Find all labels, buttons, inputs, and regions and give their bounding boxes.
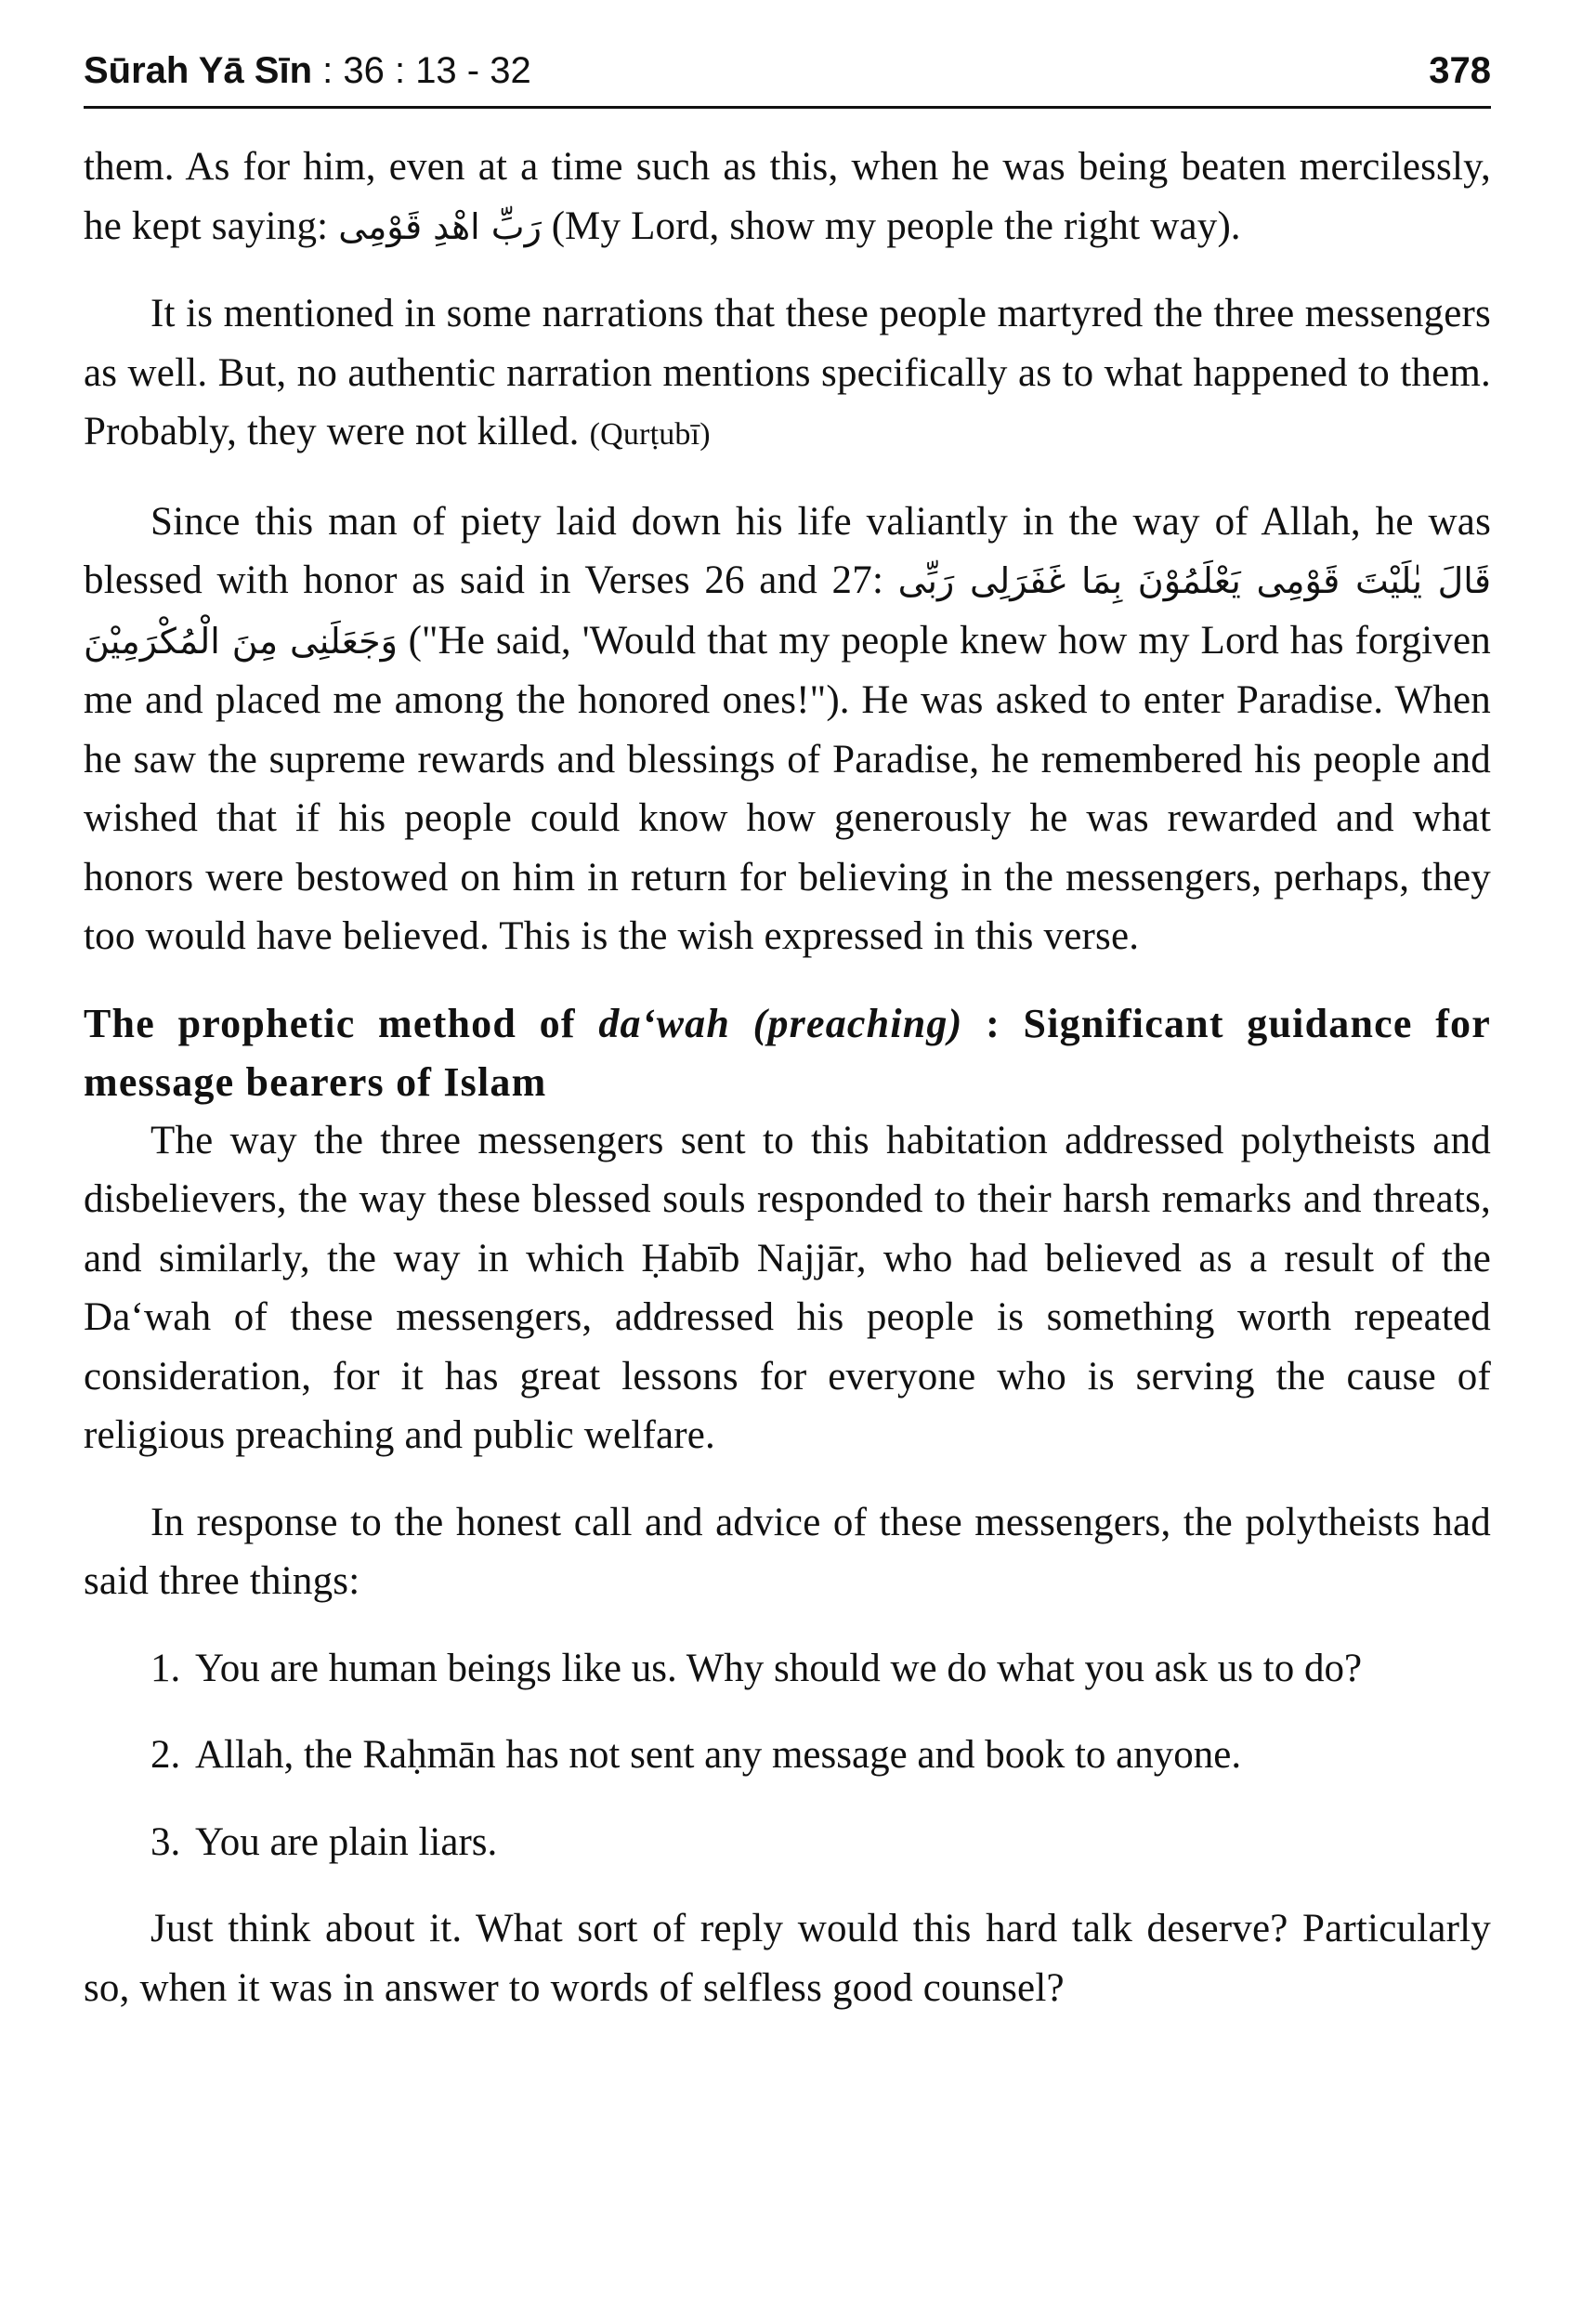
heading-text-a: The prophetic method of bbox=[84, 1000, 599, 1046]
heading-italic: da‘wah (preaching) bbox=[598, 1000, 963, 1046]
paragraph-2 bbox=[84, 284, 1491, 465]
list-item bbox=[84, 1726, 1491, 1785]
page-body bbox=[84, 138, 1491, 2017]
p3-text-a: Since this man of piety laid down his life valiantly in the way of Allah, he was blessed with honor as said in Verses 26 and 27: bbox=[84, 499, 1491, 602]
paragraph-6: Just think about it. What sort of reply would this hard talk deserve? Particularly so, when it was in answer to words of selfless good counsel? bbox=[84, 1907, 1491, 2010]
verse-range: : 36 : 13 - 32 bbox=[312, 50, 531, 91]
p1-text-b: (My Lord, show my people the right way). bbox=[541, 204, 1241, 248]
p1-text-a: them. As for him, even at a time such as this, when he was being beaten mercilessly, he kept saying: bbox=[84, 145, 1491, 248]
list-number: 3. bbox=[150, 1819, 181, 1864]
list-number: 2. bbox=[150, 1733, 181, 1777]
p2-text: It is mentioned in some narrations that these people martyred the three messengers as well. But, no authentic narration mentions specifically as to what happened to them. Probably, they were not killed. bbox=[84, 292, 1491, 453]
heading-text-b: : Significant guidance for message bearers of Islam bbox=[84, 1000, 1491, 1105]
list-text: You are plain liars. bbox=[195, 1819, 498, 1864]
header-title bbox=[84, 50, 531, 92]
book-page bbox=[84, 45, 1491, 2010]
list-text: Allah, the Raḥmān has not sent any message and book to anyone. bbox=[195, 1733, 1242, 1777]
page-number: 378 bbox=[1429, 50, 1491, 91]
list-number: 1. bbox=[150, 1646, 181, 1690]
section-heading bbox=[84, 994, 1491, 1111]
arabic-quote-2: قَالَ يٰلَيْتَ قَوْمِى يَعْلَمُوْنَ بِمَا غَفَرَلِى رَبِّى وَجَعَلَنِى مِنَ الْمُكْرَمِيْنَ bbox=[84, 560, 1491, 662]
list-text: You are human beings like us. Why should we do what you ask us to do? bbox=[195, 1646, 1363, 1690]
citation: (Qurṭubī) bbox=[589, 417, 711, 452]
arabic-quote-1: رَبِّ اهْدِ قَوْمِى bbox=[338, 205, 542, 247]
paragraph-5: In response to the honest call and advice of these messengers, the polytheists had said three things: bbox=[84, 1500, 1491, 1603]
paragraph-4: The way the three messengers sent to this habitation addressed polytheists and disbelievers, the way these blessed souls responded to their harsh remarks and threats, and similarly, the way in which Ḥabīb Najjār, who had believed as a result of the Da‘wah of these messengers, addressed his people is something worth repeated consideration, for it has great lessons for everyone who is serving the cause of religious preaching and public welfare. bbox=[84, 1118, 1491, 1457]
p3-text-b: ("He said, 'Would that my people knew how my Lord has forgiven me and placed me among the honored ones!"). He was asked to enter Paradise. When he saw the supreme rewards and blessings of Paradise, he remembered his people and wished that if his people could know how generously he was rewarded and what honors were bestowed on him in return for believing in the messengers, perhaps, they too would have believed. This is the wish expressed in this verse. bbox=[84, 618, 1491, 958]
surah-name: Sūrah Yā Sīn bbox=[84, 50, 313, 91]
paragraph-3 bbox=[84, 492, 1491, 966]
running-header bbox=[84, 45, 1491, 109]
list-item bbox=[84, 1813, 1491, 1872]
paragraph-1 bbox=[84, 138, 1491, 256]
list-item bbox=[84, 1639, 1491, 1699]
